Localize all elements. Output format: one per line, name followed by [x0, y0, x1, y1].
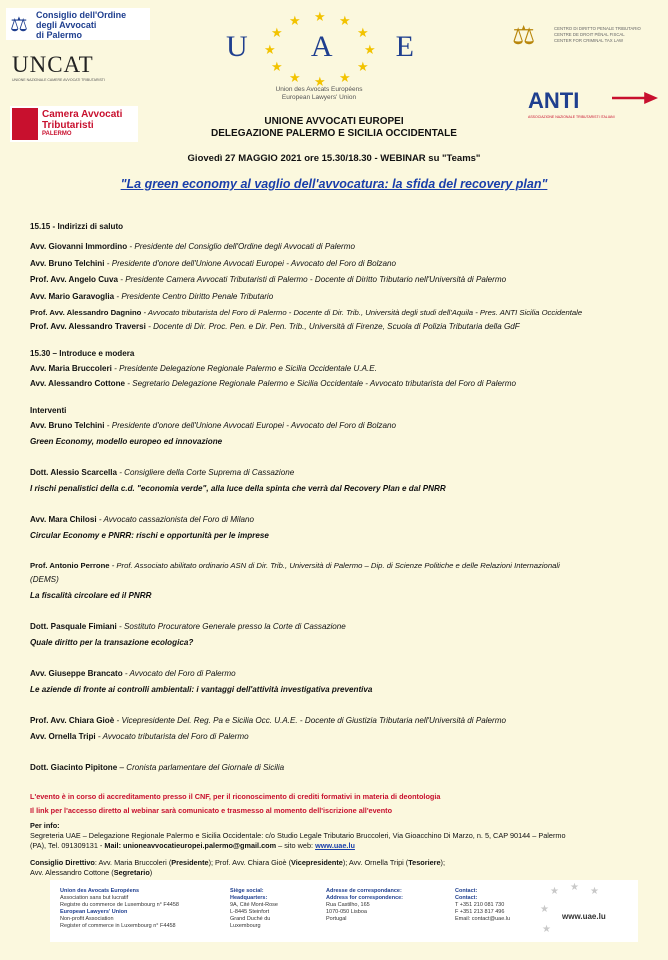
speaker-name: Dott. Pasquale Fimiani — [30, 622, 117, 631]
link-note: Il link per l'accesso diretto al webinar sarà comunicato e trasmesso al momento dell'iscrizione all'evento — [30, 806, 393, 815]
footer-text: Siège social: — [230, 888, 264, 894]
footer-text: Luxembourg — [230, 923, 261, 929]
speaker-row — [30, 420, 660, 431]
speaker-name: Prof. Avv. Chiara Gioè — [30, 716, 115, 725]
speaker-row — [30, 258, 660, 269]
star-icon: ★ — [590, 886, 599, 897]
speaker-row — [30, 274, 660, 285]
logo-camera-line3: PALERMO — [42, 131, 72, 137]
info-label: Per info: — [30, 821, 60, 830]
board-text: : Avv. Maria Bruccoleri ( — [94, 858, 172, 867]
uae-letter-u: U — [226, 30, 250, 63]
scales-gold-icon: ⚖ — [512, 20, 536, 50]
speaker-name: Avv. Maria Bruccoleri — [30, 364, 112, 373]
star-icon: ★ — [289, 13, 301, 28]
uae-letter-a: A — [310, 30, 335, 63]
speaker-role: - Avvocato tributarista del Foro di Palermo — [95, 732, 249, 741]
speaker-name: Prof. Avv. Alessandro Dagnino — [30, 308, 142, 317]
logo-uncat — [12, 52, 134, 82]
talk-title: Green Economy, modello europeo ed innovazione — [30, 437, 223, 446]
centro-line1: CENTRO DI DIRITTO PENALE TRIBUTARIO — [554, 26, 641, 31]
logo-camera-line1: Camera Avvocati — [42, 109, 123, 120]
talk-title: Quale diritto per la transazione ecologica? — [30, 638, 194, 647]
speaker-name: Prof. Avv. Alessandro Traversi — [30, 322, 146, 331]
event-title: "La green economy al vaglio dell'avvocatura: la sfida del recovery plan" — [120, 177, 548, 191]
uae-sub1: Union des Avocats Européens — [275, 86, 363, 93]
speaker-role: - Docente di Dir. Proc. Pen. e Dir. Pen. Trib., Università di Firenze, Scuola di Polizia Tributaria della GdF — [145, 322, 520, 331]
speaker-role-cont: (DEMS) — [30, 575, 59, 584]
org-name: UNIONE AVVOCATI EUROPEI — [264, 116, 404, 127]
info-line2 — [30, 840, 660, 851]
footer-text: T +351 210 081 730 — [455, 902, 505, 908]
uae-sub2: European Lawyers' Union — [281, 94, 357, 101]
star-icon: ★ — [550, 886, 559, 897]
talk-title: Circular Economy e PNRR: rischi e opportunità per le imprese — [30, 531, 269, 540]
speaker-row — [30, 731, 660, 742]
board-label: Consiglio Direttivo — [30, 858, 95, 867]
board-text: ) — [149, 868, 153, 877]
logo-camera-line2: Tributaristi — [42, 120, 94, 131]
board-text: ); Prof. Avv. Chiara Gioè ( — [208, 858, 292, 867]
star-icon: ★ — [357, 59, 369, 74]
board-role: Tesoriere — [408, 858, 441, 867]
logo-consiglio-ordine-palermo — [6, 8, 150, 40]
footer-text: Address for correspondence: — [326, 895, 404, 901]
footer-text: L-8445 Steinfort — [230, 909, 270, 915]
speaker-role: - Sostituto Procuratore Generale presso la Corte di Cassazione — [116, 622, 346, 631]
speaker-role: - Presidente Delegazione Regionale Palermo e Sicilia Occidentale U.A.E. — [111, 364, 377, 373]
speaker-row — [30, 514, 660, 525]
logo-uncat-name: UNCAT — [12, 52, 94, 77]
logo-palermo-line1: Consiglio dell'Ordine — [36, 10, 127, 20]
star-icon: ★ — [271, 59, 283, 74]
board-text: ); Avv. Ornella Tripi ( — [342, 858, 409, 867]
footer-text: Grand Duché du — [230, 916, 271, 922]
speaker-role: - Presidente del Consiglio dell'Ordine degli Avvocati di Palermo — [127, 242, 355, 251]
speaker-role: - Presidente d'onore dell'Unione Avvocati Europei - Avvocato del Foro di Bolzano — [104, 259, 396, 268]
logo-centro-diritto-penale — [512, 20, 662, 54]
talk-title: La fiscalità circolare ed il PNRR — [30, 591, 152, 600]
speaker-role: - Presidente d'onore dell'Unione Avvocati Europei - Avvocato del Foro di Bolzano — [104, 421, 396, 430]
speaker-name: Avv. Giovanni Immordino — [30, 242, 128, 251]
speaker-role: - Avvocato del Foro di Palermo — [122, 669, 236, 678]
speaker-role: - Vicepresidente Del. Reg. Pa e Sicilia Occ. U.A.E. - Docente di Giustizia Tributaria nell'Università di Palermo — [114, 716, 506, 725]
speaker-name: Prof. Avv. Angelo Cuva — [30, 275, 118, 284]
centro-line3: CENTER FOR CRIMINAL TAX LAW — [554, 38, 623, 43]
section-greetings: 15.15 - Indirizzi di saluto — [30, 222, 124, 231]
footer-col-headquarters — [230, 888, 278, 930]
board-text: Avv. Alessandro Cottone ( — [30, 868, 114, 877]
speaker-name: Dott. Alessio Scarcella — [30, 468, 117, 477]
footer-text: Contact: — [455, 888, 478, 894]
footer-col-association — [60, 888, 179, 930]
board-line2 — [30, 867, 660, 878]
talk-title: I rischi penalistici della c.d. "economia verde", alla luce della spinta che verrà dal Recovery Plan e dal PNRR — [30, 484, 446, 493]
footer-text: 1070-050 Lisboa — [326, 909, 367, 915]
star-icon: ★ — [289, 70, 301, 85]
footer-text: Headquarters: — [230, 895, 268, 901]
section-moderators: 15.30 – Introduce e modera — [30, 349, 135, 358]
speaker-name: Avv. Bruno Telchini — [30, 421, 105, 430]
star-icon: ★ — [357, 25, 369, 40]
star-icon: ★ — [339, 70, 351, 85]
star-icon: ★ — [542, 924, 551, 935]
footer-text: Portugal — [326, 916, 347, 922]
star-icon: ★ — [314, 74, 326, 89]
logo-anti-name: ANTI — [528, 88, 580, 113]
org-delegation: DELEGAZIONE PALERMO E SICILIA OCCIDENTALE — [211, 128, 457, 139]
footer-site-link[interactable]: www.uae.lu — [562, 912, 606, 921]
star-icon: ★ — [314, 9, 326, 24]
speaker-row — [30, 715, 660, 726]
speaker-role: - Segretario Delegazione Regionale Palermo e Sicilia Occidentale - Avvocato tributarista del Foro di Palermo — [125, 379, 516, 388]
star-icon: ★ — [540, 904, 549, 915]
speaker-name: Avv. Bruno Telchini — [30, 259, 105, 268]
speaker-role: - Consigliere della Corte Suprema di Cassazione — [116, 468, 295, 477]
speaker-role: - Avvocato tributarista del Foro di Palermo - Docente di Dir. Trib., Università degli studi dell'Aquila - Pres. ANTI Sicilia Occidentale — [141, 308, 583, 317]
footer-col-contact — [455, 888, 510, 923]
section-talks: Interventi — [30, 406, 67, 415]
speaker-name: Avv. Ornella Tripi — [30, 732, 96, 741]
speaker-role: – Cronista parlamentare del Giornale di Sicilia — [117, 763, 285, 772]
footer-text: Contact: — [455, 895, 478, 901]
speaker-name: Avv. Mario Garavoglia — [30, 292, 115, 301]
centro-line2: CENTRE DE DROIT PÉNAL FISCAL — [554, 32, 625, 37]
speaker-row — [30, 291, 660, 302]
speaker-row — [30, 560, 660, 571]
footer-text: Registre du commerce de Luxembourg n° F4458 — [60, 902, 179, 908]
board-role: Segretario — [113, 868, 150, 877]
speaker-row — [30, 363, 660, 374]
speaker-row — [30, 241, 660, 252]
speaker-name: Prof. Antonio Perrone — [30, 561, 110, 570]
footer-text: F +351 213 817 496 — [455, 909, 505, 915]
footer-text: Register of commerce in Luxembourg n° F4458 — [60, 923, 176, 929]
speaker-row — [30, 668, 660, 679]
logo-anti-sub: ASSOCIAZIONE NAZIONALE TRIBUTARISTI ITALIANI — [528, 115, 615, 119]
footer-text: Non-profit Association — [60, 916, 114, 922]
footer-text: Adresse de correspondance: — [326, 888, 402, 894]
speaker-row — [30, 467, 660, 478]
footer-text: European Lawyers' Union — [60, 909, 128, 915]
speaker-name: Avv. Giuseppe Brancato — [30, 669, 123, 678]
star-icon: ★ — [271, 25, 283, 40]
footer-text: Union des Avocats Européens — [60, 888, 140, 894]
board-role: Vicepresidente — [291, 858, 343, 867]
star-icon: ★ — [339, 13, 351, 28]
speaker-name: Dott. Giacinto Pipitone — [30, 763, 118, 772]
uae-letter-e: E — [395, 30, 416, 63]
board-role: Presidente — [171, 858, 209, 867]
anti-arrow-icon — [612, 92, 658, 104]
speaker-role: - Presidente Centro Diritto Penale Tributario — [114, 292, 274, 301]
star-icon: ★ — [570, 882, 579, 893]
footer-text: Email: contact@uae.lu — [455, 916, 511, 922]
logo-palermo-line3: di Palermo — [36, 30, 83, 40]
speaker-row — [30, 321, 660, 332]
footer-text: Association sans but lucratif — [60, 895, 129, 901]
info-site-label: – sito web: — [276, 841, 316, 850]
footer-col-address — [326, 888, 403, 923]
scales-icon: ⚖ — [10, 14, 28, 36]
info-phone: (PA), Tel. 091309131 - — [30, 841, 105, 850]
speaker-role: - Prof. Associato abilitato ordinario ASN di Dir. Trib., Università di Palermo – Dip. di Scienze Politiche e delle Relazioni Internazionali — [109, 561, 560, 570]
uae-letters — [226, 30, 416, 64]
logo-uncat-sub: UNIONE NAZIONALE CAMERE AVVOCATI TRIBUTARISTI — [12, 78, 105, 82]
footer-text: Rua Castilho, 165 — [326, 902, 370, 908]
info-site-link[interactable]: www.uae.lu — [315, 841, 355, 850]
star-icon: ★ — [264, 42, 276, 57]
speaker-role: - Presidente Camera Avvocati Tributaristi di Palermo - Docente di Diritto Tributario nell'Università di Palermo — [118, 275, 507, 284]
talk-title: Le aziende di fronte ai controlli ambientali: i vantaggi dell'attività investigativa preventiva — [30, 685, 373, 694]
speaker-row — [30, 378, 660, 389]
info-email-link[interactable]: Mail: unioneavvocatieuropei.palermo@gmail.com — [104, 841, 277, 850]
accreditation-note: L'evento è in corso di accreditamento presso il CNF, per il riconoscimento di crediti formativi in materia di deontologia — [30, 792, 441, 801]
speaker-role: - Avvocato cassazionista del Foro di Milano — [96, 515, 255, 524]
info-line1: Segreteria UAE – Delegazione Regionale Palermo e Sicilia Occidentale: c/o Studio Legale Tributario Bruccoleri, Via Gioacchino Di Marzo, n. 5, CAP 90144 – Palermo — [30, 831, 566, 840]
speaker-name: Avv. Alessandro Cottone — [30, 379, 126, 388]
speaker-row — [30, 621, 660, 632]
speaker-row — [30, 307, 660, 318]
star-icon: ★ — [364, 42, 376, 57]
logo-palermo-line2: degli Avvocati — [36, 20, 97, 30]
speaker-name: Avv. Mara Chilosi — [30, 515, 97, 524]
footer-bar — [50, 880, 638, 942]
board-text: ); — [440, 858, 446, 867]
footer-text: 9A, Cité Mont-Rose — [230, 902, 278, 908]
speaker-row — [30, 762, 660, 773]
event-date-line: Giovedì 27 MAGGIO 2021 ore 15.30/18.30 - WEBINAR su "Teams" — [187, 153, 481, 164]
